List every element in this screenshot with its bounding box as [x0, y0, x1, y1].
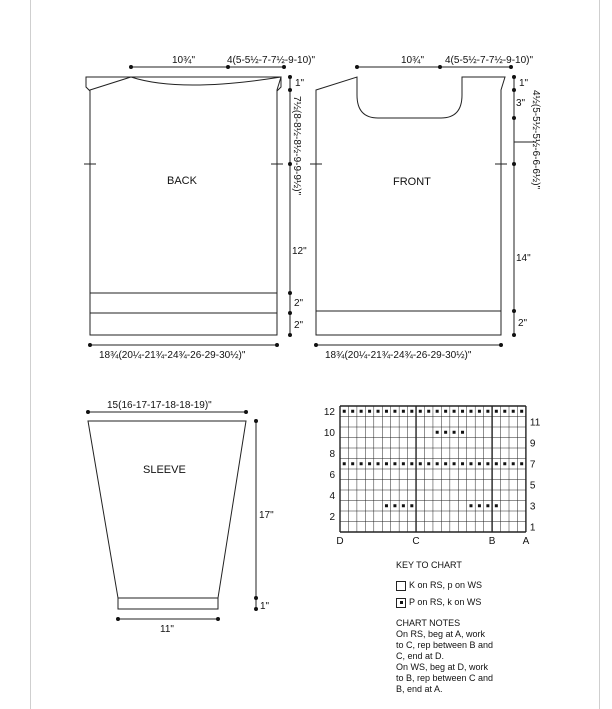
purl-dot: [377, 410, 380, 413]
chart-notes-line: C, end at D.: [396, 651, 445, 661]
sleeve-cuff: 1": [260, 601, 270, 612]
purl-dot: [512, 410, 515, 413]
purl-dot: [469, 504, 472, 507]
chart-row-number: 4: [329, 490, 335, 502]
purl-dot: [453, 410, 456, 413]
purl-dot: [393, 410, 396, 413]
purl-dot: [486, 410, 489, 413]
chart-row-number: 6: [329, 469, 335, 481]
purl-dot: [486, 504, 489, 507]
purl-dot: [351, 462, 354, 465]
chart-row-number: 7: [529, 459, 536, 471]
purl-dot: [419, 410, 422, 413]
purl-dot: [461, 431, 464, 434]
purl-dot: [385, 504, 388, 507]
purl-dot: [495, 410, 498, 413]
chart-column-letter: C: [412, 536, 420, 547]
purl-dot: [436, 462, 439, 465]
purl-dot: [419, 462, 422, 465]
purl-dot: [478, 504, 481, 507]
purl-dot: [520, 410, 523, 413]
chart-row-number: 1: [529, 522, 536, 534]
purl-symbol-icon: [396, 598, 406, 608]
back-v-armhole: 7½(8-8½-8½-9-9-9½)": [291, 96, 302, 196]
back-v-body: 12": [292, 246, 307, 257]
purl-dot: [351, 410, 354, 413]
back-body-outline: [90, 77, 281, 335]
purl-dot: [368, 462, 371, 465]
front-bottom-width: 18¾(20¼-21¾-24¾-26-29-30½)": [325, 350, 472, 361]
chart-notes-title: CHART NOTES: [396, 618, 461, 628]
purl-dot: [402, 410, 405, 413]
front-v-neck: 3": [516, 98, 526, 109]
sleeve-outline: [88, 421, 246, 598]
purl-dot: [410, 410, 413, 413]
chart-row-number: 10: [323, 427, 335, 439]
back-v-top: 1": [295, 78, 305, 89]
key-to-chart: [396, 560, 556, 695]
purl-dot: [461, 462, 464, 465]
key-title: KEY TO CHART: [396, 560, 462, 570]
purl-dot: [503, 410, 506, 413]
front-top-width: 10¾": [401, 55, 425, 66]
purl-dot: [453, 431, 456, 434]
back-body: [90, 77, 281, 335]
purl-dot: [486, 462, 489, 465]
purl-dot: [343, 410, 346, 413]
back-outline-clean: [91, 77, 281, 90]
dimension-lines: [88, 67, 536, 619]
sleeve-bottom-width: 11": [160, 624, 174, 635]
purl-dot: [495, 462, 498, 465]
front-outline: [312, 77, 505, 335]
purl-dot: [385, 410, 388, 413]
purl-dot: [360, 462, 363, 465]
key-knit-label: K on RS, p on WS: [409, 580, 483, 590]
purl-dot: [393, 504, 396, 507]
purl-dot: [461, 410, 464, 413]
purl-dot: [402, 462, 405, 465]
chart-row-number: 11: [529, 417, 541, 429]
chart-column-letter: D: [336, 536, 344, 547]
chart-notes-line: On WS, beg at D, work: [396, 662, 489, 672]
sleeve-title: SLEEVE: [143, 464, 186, 476]
purl-dot: [512, 462, 515, 465]
purl-dot: [368, 410, 371, 413]
chart-row-number: 9: [529, 438, 536, 450]
chart-notes-line: to B, rep between C and: [396, 673, 494, 683]
purl-dot: [410, 504, 413, 507]
chart-column-letter: B: [488, 536, 496, 547]
purl-dot: [343, 462, 346, 465]
purl-dot: [436, 410, 439, 413]
back-v-band1: 2": [294, 298, 304, 309]
purl-dot: [444, 431, 447, 434]
purl-dot: [495, 504, 498, 507]
chart-notes-line: On RS, beg at A, work: [396, 629, 486, 639]
front-v-body: 14": [516, 253, 531, 264]
purl-dot: [427, 410, 430, 413]
front-v-armhole: 4½(5-5½-5½-6-6-6½)": [530, 90, 541, 190]
purl-dot: [469, 462, 472, 465]
purl-dot: [520, 462, 523, 465]
chart-notes-line: to C, rep between B and: [396, 640, 494, 650]
back-neckline: [131, 77, 281, 85]
chart-row-number: 2: [329, 511, 335, 523]
sleeve-length: 17": [259, 510, 274, 521]
key-knit-row: [396, 580, 556, 591]
purl-dot: [503, 462, 506, 465]
chart-notes-line: B, end at A.: [396, 684, 443, 694]
chart-column-letter: A: [522, 536, 530, 547]
purl-dot: [444, 410, 447, 413]
purl-dot: [360, 410, 363, 413]
back-shoulder: 4(5-5½-7-7½-9-10)": [227, 55, 316, 66]
front-v-band: 2": [518, 318, 528, 329]
sleeve-cuff: [118, 598, 218, 609]
purl-dot: [427, 462, 430, 465]
purl-dot: [402, 504, 405, 507]
front-shoulder: 4(5-5½-7-7½-9-10)": [445, 55, 534, 66]
chart-row-number: 3: [529, 501, 536, 513]
chart-row-number: 8: [329, 448, 335, 460]
purl-dot: [436, 431, 439, 434]
back-bottom-width: 18¾(20¼-21¾-24¾-26-29-30½)": [99, 350, 246, 361]
back-outline: [86, 77, 281, 335]
front-body-outline: [316, 77, 505, 335]
sleeve-top-width: 15(16-17-17-18-18-19)": [107, 400, 212, 411]
chart-row-number: 5: [529, 480, 536, 492]
knit-symbol-icon: [396, 581, 406, 591]
chart-row-number: 12: [323, 406, 335, 418]
key-purl-label: P on RS, k on WS: [409, 597, 482, 607]
back-top-width: 10¾": [172, 55, 196, 66]
stitch-chart: [324, 406, 541, 547]
back-title: BACK: [167, 175, 197, 187]
back-v-band2: 2": [294, 320, 304, 331]
purl-dot: [478, 462, 481, 465]
purl-dot: [410, 462, 413, 465]
purl-dot: [478, 410, 481, 413]
key-purl-row: [396, 597, 556, 608]
purl-dot: [393, 462, 396, 465]
front-title: FRONT: [393, 176, 431, 188]
purl-dot: [453, 462, 456, 465]
purl-dot: [444, 462, 447, 465]
purl-dot: [377, 462, 380, 465]
purl-dot: [385, 462, 388, 465]
purl-dot: [469, 410, 472, 413]
front-v-top: 1": [519, 78, 529, 89]
